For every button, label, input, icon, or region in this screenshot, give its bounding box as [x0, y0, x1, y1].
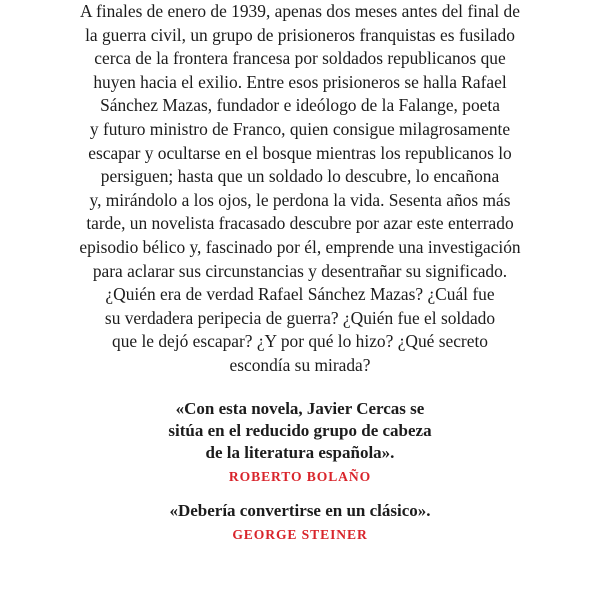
synopsis-line: ¿Quién era de verdad Rafael Sánchez Mazas? ¿Cuál fue — [105, 284, 495, 305]
synopsis-line: escondía su mirada? — [229, 354, 371, 375]
quote-author: GEORGE STEINER — [232, 527, 368, 542]
synopsis-line: la guerra civil, un grupo de prisioneros franquistas es fusilado — [85, 24, 515, 45]
review-quote-bolano — [0, 398, 600, 487]
synopsis-line: persiguen; hasta que un soldado lo descubre, lo encañona — [100, 166, 500, 187]
synopsis-line: episodio bélico y, fascinado por él, emprende una investigación — [79, 236, 521, 257]
synopsis-line: y, mirándolo a los ojos, le perdona la vida. Sesenta años más — [89, 189, 511, 210]
synopsis-line: tarde, un novelista fracasado descubre por azar este enterrado — [86, 213, 514, 234]
quote-line: «Con esta novela, Javier Cercas se — [175, 399, 425, 418]
synopsis-line: escapar y ocultarse en el bosque mientras los republicanos lo — [88, 142, 512, 163]
synopsis-line: su verdadera peripecia de guerra? ¿Quién fue el soldado — [104, 307, 496, 328]
quote-line: «Debería convertirse en un clásico». — [169, 501, 431, 520]
synopsis-line: cerca de la frontera francesa por soldados republicanos que — [94, 48, 506, 69]
synopsis-line: que le dejó escapar? ¿Y por qué lo hizo? ¿Qué secreto — [112, 331, 488, 352]
quote-line: de la literatura española». — [205, 443, 395, 462]
quote-line: sitúa en el reducido grupo de cabeza — [168, 421, 432, 440]
review-quote-steiner — [0, 500, 600, 545]
synopsis-line: huyen hacia el exilio. Entre esos prisioneros se halla Rafael — [93, 71, 507, 92]
synopsis-line: para aclarar sus circunstancias y desentrañar su significado. — [92, 260, 508, 281]
synopsis-line: A finales de enero de 1939, apenas dos meses antes del final de — [80, 1, 520, 21]
synopsis-line: Sánchez Mazas, fundador e ideólogo de la Falange, poeta — [100, 95, 500, 116]
quote-author: ROBERTO BOLAÑO — [228, 469, 372, 484]
synopsis-line: y futuro ministro de Franco, quien consigue milagrosamente — [89, 118, 511, 139]
